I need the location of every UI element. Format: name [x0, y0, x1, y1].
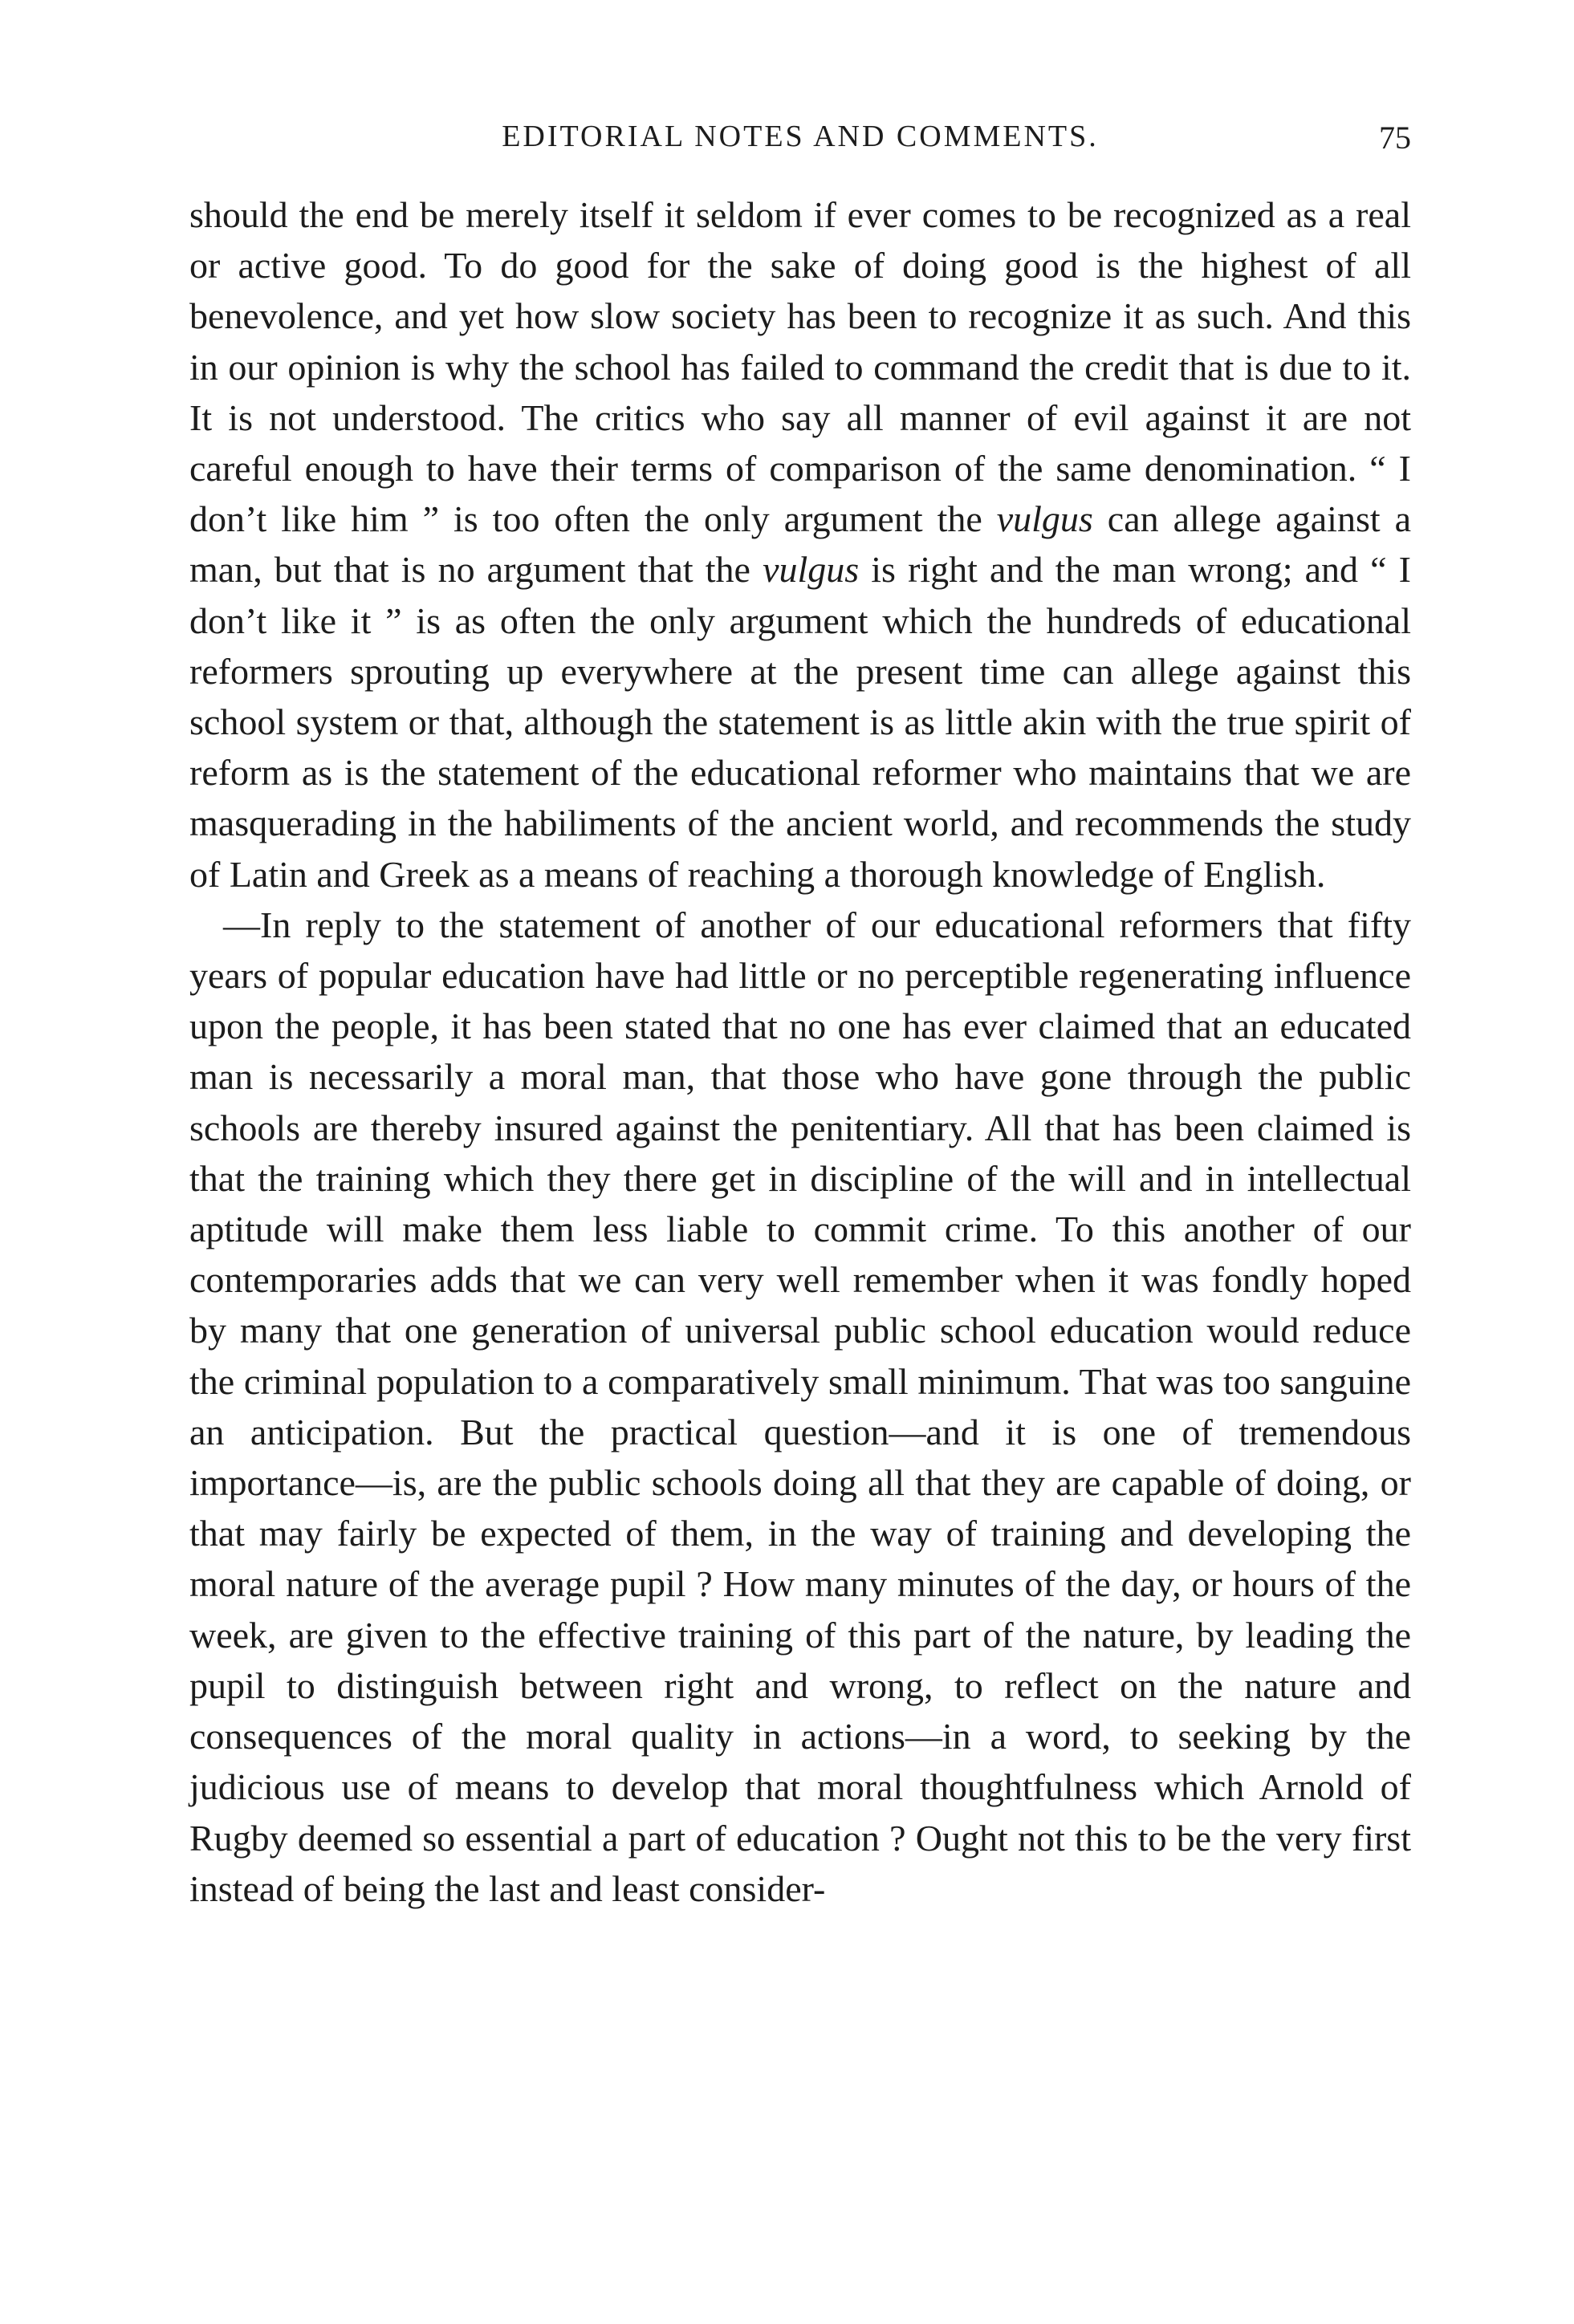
body-text [189, 189, 1411, 1914]
italic-term: vulgus [996, 498, 1093, 540]
running-title: EDITORIAL NOTES AND COMMENTS. [502, 120, 1099, 153]
paragraph-text: should the end be merely itself it seldom if ever comes to be recognized as a real or active good. To do good for the sake of doing good is the highest of all benevolence, and yet how slow society has been to recognize it as such. And this in our opinion is why the school has failed to command the credit that is due to it. It is not understood. The critics who say all manner of evil against it are not careful enough to have their terms of comparison of the same denomination. “ I don’t like him ” is too often the only argument the [189, 194, 1411, 540]
paragraph-note: —In reply to the statement of another of our educational reformers that fifty years of popular education have had little or no perceptible regenerating influence upon the people, it has been stated that no one has ever claimed that an educated man is necessarily a moral man, that those who have gone through the public schools are thereby insured against the penitentiary. All that has been claimed is that the training which they there get in discipline of the will and in intellectual aptitude will make them less liable to commit crime. To this another of our contemporaries adds that we can very well remember when it was fondly hoped by many that one generation of universal public school education would reduce the criminal population to a comparatively small minimum. That was too sanguine an anticipation. But the practical question—and it is one of tremendous importance—is, are the public schools doing all that they are capable of doing, or that may fairly be expected of them, in the way of training and developing the moral nature of the average pupil ? How many minutes of the day, or hours of the week, are given to the effective training of this part of the nature, by leading the pupil to distinguish between right and wrong, to reflect on the nature and consequences of the moral quality in actions—in a word, to seeking by the judicious use of means to develop that moral thoughtfulness which Arnold of Rugby deemed so essential a part of education ? Ought not this to be the very first instead of being the last and least consider- [189, 904, 1411, 1909]
running-head [189, 119, 1411, 175]
paragraph-text: can allege against a man, but that is no argument that the [189, 498, 1411, 591]
book-page [189, 119, 1411, 1914]
italic-term: vulgus [763, 549, 860, 591]
paragraph-text: is right and the man wrong; and “ I don’t like it ” is as often the only argument which the hundreds of educational reformers sprouting up everywhere at the present time can allege against this school system or that, although the statement is as little akin with the true spirit of reform as is the statement of the educational reformer who maintains that we are masquerading in the habiliments of the ancient world, and recommends the study of Latin and Greek as a means of reaching a thorough knowledge of English. [189, 549, 1411, 895]
page-number: 75 [1379, 120, 1411, 156]
paragraph-continued [189, 189, 1411, 900]
